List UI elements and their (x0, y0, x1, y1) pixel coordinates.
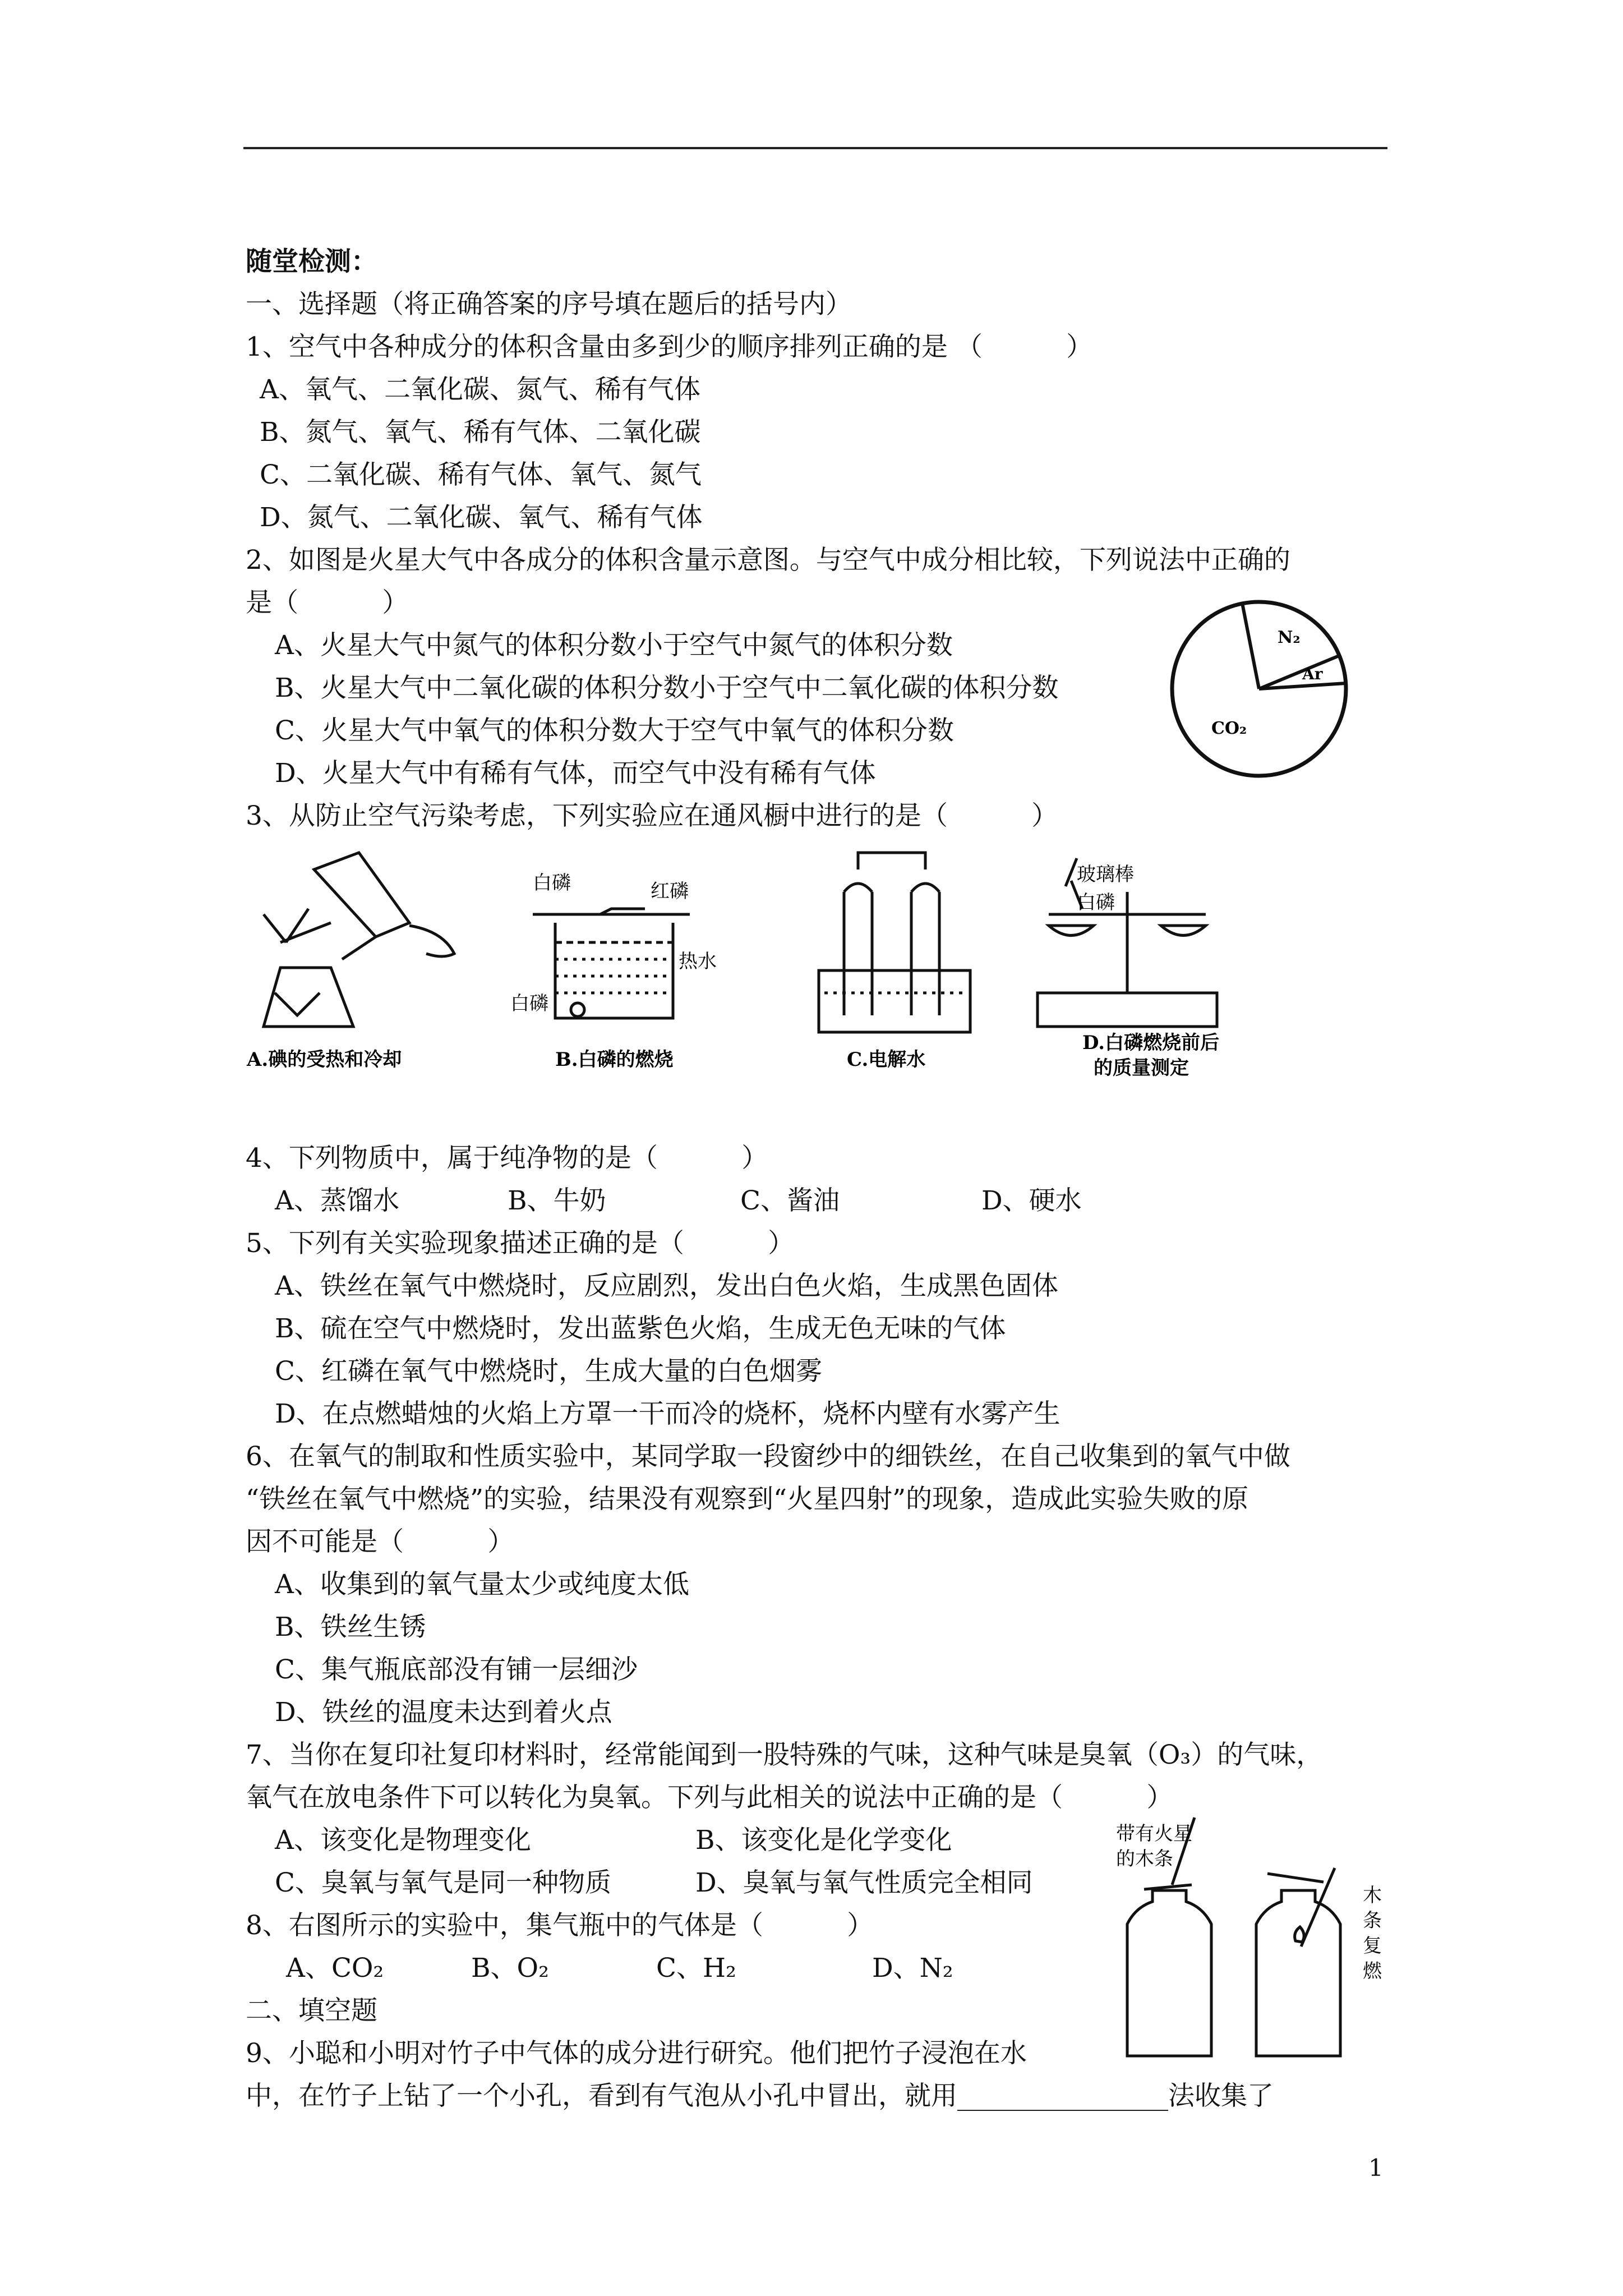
question-2-option-c: C、火星大气中氧气的体积分数大于空气中氧气的体积分数 (275, 715, 954, 746)
question-4-stem: 4、下列物质中，属于纯净物的是（ ） (246, 1143, 768, 1174)
pie-label-n2: N₂ (1278, 628, 1301, 647)
question-2-option-a: A、火星大气中氮气的体积分数小于空气中氮气的体积分数 (275, 630, 953, 661)
question-7-option-a: A、该变化是物理变化 (275, 1825, 531, 1856)
question-1-option-a: A、氧气、二氧化碳、氮气、稀有气体 (260, 374, 700, 405)
gas-jar-label-v4: 燃 (1363, 1960, 1382, 1982)
gas-jar-label-splint-2: 的木条 (1116, 1848, 1173, 1870)
gas-jar-right (1256, 1868, 1340, 2056)
question-5-option-b: B、硫在空气中燃烧时，发出蓝紫色火焰，生成无色无味的气体 (275, 1313, 1006, 1344)
question-8-option-b: B、O₂ (471, 1953, 549, 1984)
question-5-option-d: D、在点燃蜡烛的火焰上方罩一干而冷的烧杯，烧杯内壁有水雾产生 (275, 1398, 1061, 1429)
section-title-choice: 一、选择题（将正确答案的序号填在题后的括号内） (246, 289, 852, 320)
question-6-stem-line-2: “铁丝在氧气中燃烧”的实验，结果没有观察到“火星四射”的现象，造成此实验失败的原 (246, 1484, 1249, 1515)
question-4-option-d: D、硬水 (981, 1185, 1082, 1216)
question-8-option-a: A、CO₂ (286, 1953, 384, 1984)
apparatus-d-caption-line-1: D.白磷燃烧前后 (1082, 1032, 1220, 1054)
apparatus-b-caption: B.白磷的燃烧 (555, 1048, 674, 1071)
pie-label-ar: Ar (1302, 665, 1323, 683)
question-2-option-b: B、火星大气中二氧化碳的体积分数小于空气中二氧化碳的体积分数 (275, 673, 1059, 703)
apparatus-b-label-bottom: 白磷 (510, 992, 548, 1015)
question-3-stem: 3、从防止空气污染考虑，下列实验应在通风橱中进行的是（ ） (246, 800, 1058, 831)
question-7-stem-line-2: 氧气在放电条件下可以转化为臭氧。下列与此相关的说法中正确的是（ ） (246, 1782, 1173, 1813)
question-8-option-c: C、H₂ (656, 1953, 736, 1984)
header-rule (243, 147, 1387, 149)
question-4-option-c: C、酱油 (740, 1185, 840, 1216)
apparatus-c-electrolysis (819, 853, 970, 1032)
question-6-stem-line-1: 6、在氧气的制取和性质实验中，某同学取一段窗纱中的细铁丝，在自己收集到的氧气中做 (246, 1441, 1290, 1472)
question-1-option-b: B、氮气、氧气、稀有气体、二氧化碳 (260, 417, 701, 448)
apparatus-b-label-top: 白磷 (533, 872, 571, 894)
gas-jar-label-v3: 复 (1363, 1935, 1382, 1957)
question-7-option-d: D、臭氧与氧气性质完全相同 (695, 1867, 1033, 1898)
apparatus-d-label-p: 白磷 (1077, 891, 1115, 914)
question-7-option-c: C、臭氧与氧气是同一种物质 (275, 1867, 611, 1898)
question-6-option-d: D、铁丝的温度未达到着火点 (275, 1697, 612, 1728)
question-5-option-c: C、红磷在氧气中燃烧时，生成大量的白色烟雾 (275, 1356, 822, 1387)
apparatus-d-caption-line-2: 的质量测定 (1094, 1057, 1189, 1079)
question-6-option-c: C、集气瓶底部没有铺一层细沙 (275, 1654, 638, 1685)
pie-divider-n2 (1242, 603, 1259, 689)
page-number: 1 (1368, 2154, 1384, 2182)
apparatus-b-beaker (533, 909, 690, 1018)
apparatus-a-flask (264, 853, 454, 1027)
gas-jar-experiment-figure (1099, 1806, 1391, 2064)
question-8-stem: 8、右图所示的实验中，集气瓶中的气体是（ ） (246, 1910, 874, 1941)
question-4-option-a: A、蒸馏水 (275, 1185, 399, 1216)
question-5-stem: 5、下列有关实验现象描述正确的是（ ） (246, 1228, 795, 1259)
question-1-stem: 1、空气中各种成分的体积含量由多到少的顺序排列正确的是 （ ） (246, 332, 1093, 362)
section-title-fill-in: 二、填空题 (246, 1995, 377, 2026)
question-5-option-a: A、铁丝在氧气中燃烧时，反应剧烈，发出白色火焰，生成黑色固体 (275, 1271, 1058, 1301)
pie-label-co2: CO₂ (1211, 719, 1247, 738)
section-heading: 随堂检测： (246, 246, 377, 277)
question-2-stem-line-1: 2、如图是火星大气中各成分的体积含量示意图。与空气中成分相比较，下列说法中正确的 (246, 545, 1290, 576)
mars-atmosphere-pie-figure (1155, 599, 1363, 779)
apparatus-d-label-rod: 玻璃棒 (1077, 863, 1134, 886)
question-8-option-d: D、N₂ (872, 1953, 953, 1984)
gas-jar-label-v1: 木 (1363, 1884, 1382, 1907)
question-2-stem-line-2: 是（ ） (246, 587, 409, 618)
question-9-stem-line-1: 9、小聪和小明对竹子中气体的成分进行研究。他们把竹子浸泡在水 (246, 2038, 1027, 2069)
question-1-option-c: C、二氧化碳、稀有气体、氧气、氮气 (260, 459, 702, 490)
question-3-apparatus-figure (241, 847, 1295, 1094)
question-2-option-d: D、火星大气中有稀有气体，而空气中没有稀有气体 (275, 758, 876, 789)
question-9-stem-line-2: 中，在竹子上钻了一个小孔，看到有气泡从小孔中冒出，就用________________法收集了 (246, 2081, 1274, 2111)
apparatus-b-label-water: 热水 (679, 950, 717, 973)
question-6-stem-line-3: 因不可能是（ ） (246, 1526, 514, 1557)
question-7-stem-line-1: 7、当你在复印社复印材料时，经常能闻到一股特殊的气味，这种气味是臭氧（O₃）的气味， (246, 1740, 1323, 1770)
apparatus-a-caption: A.碘的受热和冷却 (247, 1048, 402, 1071)
gas-jar-label-splint-1: 带有火星 (1116, 1823, 1192, 1845)
question-7-option-b: B、该变化是化学变化 (695, 1825, 952, 1856)
apparatus-c-caption: C.电解水 (847, 1048, 926, 1071)
question-1-option-d: D、氮气、二氧化碳、氧气、稀有气体 (260, 502, 703, 533)
question-6-option-b: B、铁丝生锈 (275, 1612, 426, 1642)
gas-jar-label-v2: 条 (1363, 1910, 1382, 1932)
question-6-option-a: A、收集到的氧气量太少或纯度太低 (275, 1569, 689, 1600)
question-4-option-b: B、牛奶 (508, 1185, 606, 1216)
apparatus-b-label-red: 红磷 (651, 880, 689, 903)
